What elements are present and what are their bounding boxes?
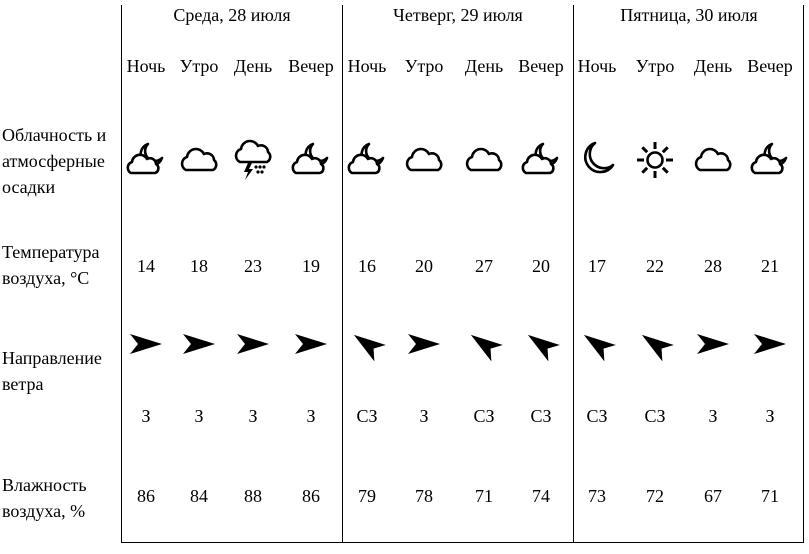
label-line: Облачность и [2, 125, 107, 145]
humidity-value: 74 [532, 486, 550, 506]
moon-icon [575, 138, 619, 182]
wind-direction-value: З [708, 406, 718, 426]
humidity-value: 86 [137, 486, 155, 506]
cloud-icon [177, 138, 221, 182]
humidity-value: 84 [190, 486, 208, 506]
wind-arrow-icon [635, 324, 675, 364]
humidity-value: 71 [475, 486, 493, 506]
temperature-value: 21 [761, 256, 779, 276]
row-label-clouds [2, 122, 106, 200]
wind-arrow-icon [577, 324, 617, 364]
moon-cloud-icon [345, 138, 389, 182]
humidity-value: 79 [358, 486, 376, 506]
temperature-value: 20 [415, 256, 433, 276]
period-label: Вечер [747, 56, 793, 76]
humidity-value: 72 [646, 486, 664, 506]
temperature-value: 18 [190, 256, 208, 276]
day-title: Четверг, 29 июля [393, 5, 523, 25]
moon-cloud-icon [519, 138, 563, 182]
wind-arrow-icon [464, 324, 504, 364]
temperature-value: 28 [704, 256, 722, 276]
wind-direction-value: З [419, 406, 429, 426]
period-label: Вечер [288, 56, 334, 76]
period-label: День [693, 56, 733, 76]
wind-direction-value: З [306, 406, 316, 426]
period-label: День [464, 56, 504, 76]
temperature-value: 17 [588, 256, 606, 276]
cloud-icon [691, 138, 735, 182]
temperature-value: 20 [532, 256, 550, 276]
temperature-value: 19 [302, 256, 320, 276]
cloud-icon [462, 138, 506, 182]
label-line: атмосферные [2, 151, 105, 171]
cloud-icon [402, 138, 446, 182]
column-border-right [803, 5, 804, 542]
wind-arrow-icon [233, 324, 273, 364]
label-line: Направление [2, 348, 102, 368]
period-label: Ночь [577, 56, 617, 76]
wind-arrow-icon [404, 324, 444, 364]
period-label: Утро [404, 56, 444, 76]
humidity-value: 88 [244, 486, 262, 506]
wind-direction-value: СЗ [473, 406, 495, 426]
period-label: День [233, 56, 273, 76]
moon-cloud-icon [289, 138, 333, 182]
wind-direction-value: СЗ [644, 406, 666, 426]
wind-direction-value: З [765, 406, 775, 426]
wind-direction-value: З [141, 406, 151, 426]
temperature-value: 23 [244, 256, 262, 276]
humidity-value: 73 [588, 486, 606, 506]
sun-icon [633, 138, 677, 182]
humidity-value: 86 [302, 486, 320, 506]
temperature-value: 22 [646, 256, 664, 276]
label-line: осадки [2, 177, 56, 197]
wind-arrow-icon [291, 324, 331, 364]
label-line: воздуха, % [2, 501, 86, 521]
label-line: Влажность [2, 475, 87, 495]
period-label: Вечер [518, 56, 564, 76]
temperature-value: 16 [358, 256, 376, 276]
moon-cloud-icon [124, 138, 168, 182]
humidity-value: 67 [704, 486, 722, 506]
label-line: воздуха, °С [2, 268, 90, 288]
period-label: Утро [179, 56, 219, 76]
wind-direction-value: СЗ [586, 406, 608, 426]
wind-arrow-icon [126, 324, 166, 364]
label-line: Температура [2, 242, 100, 262]
period-label: Утро [635, 56, 675, 76]
wind-direction-value: СЗ [530, 406, 552, 426]
thunderstorm-icon [231, 136, 275, 180]
row-label-wind [2, 345, 102, 397]
row-label-humidity [2, 472, 87, 524]
wind-arrow-icon [750, 324, 790, 364]
wind-arrow-icon [521, 324, 561, 364]
moon-cloud-icon [748, 138, 792, 182]
day-title: Пятница, 30 июля [620, 5, 758, 25]
period-label: Ночь [126, 56, 166, 76]
humidity-value: 78 [415, 486, 433, 506]
wind-arrow-icon [693, 324, 733, 364]
period-label: Ночь [347, 56, 387, 76]
wind-arrow-icon [179, 324, 219, 364]
wind-arrow-icon [347, 324, 387, 364]
row-label-temperature [2, 239, 99, 291]
temperature-value: 14 [137, 256, 155, 276]
table-bottom-border [121, 542, 804, 543]
wind-direction-value: СЗ [356, 406, 378, 426]
humidity-value: 71 [761, 486, 779, 506]
temperature-value: 27 [475, 256, 493, 276]
label-line: ветра [2, 374, 44, 394]
wind-direction-value: З [248, 406, 258, 426]
day-title: Среда, 28 июля [173, 5, 291, 25]
wind-direction-value: З [194, 406, 204, 426]
